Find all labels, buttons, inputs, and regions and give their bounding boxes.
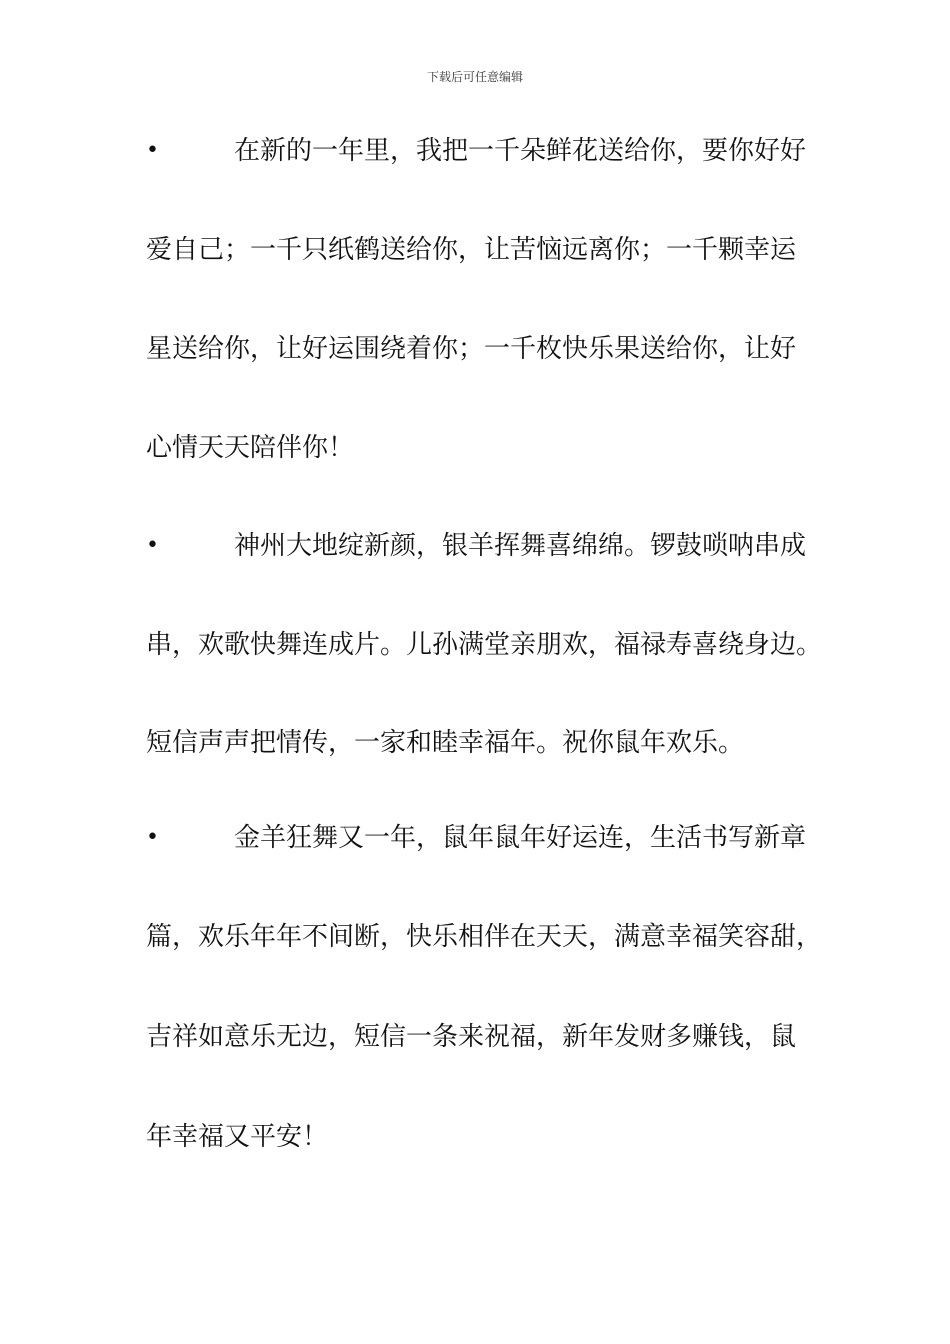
bullet-marker: • <box>146 533 159 558</box>
paragraph-1-line-1: 在新的一年里，我把一千朵鲜花送给你，要你好好 <box>234 136 807 166</box>
paragraph-2-line-2: 串，欢歌快舞连成片。儿孙满堂亲朋欢，福禄寿喜绕身边。 <box>146 630 823 660</box>
bullet-marker: • <box>146 138 159 163</box>
paragraph-3-line-3: 吉祥如意乐无边，短信一条来祝福，新年发财多赚钱，鼠 <box>146 1022 797 1052</box>
paragraph-3-line-2: 篇，欢乐年年不间断，快乐相伴在天天，满意幸福笑容甜， <box>146 922 823 952</box>
paragraph-3-line-1: 金羊狂舞又一年，鼠年鼠年好运连，生活书写新章 <box>234 823 807 853</box>
paragraph-1-line-4: 心情天天陪伴你！ <box>146 433 355 463</box>
paragraph-2-line-1: 神州大地绽新颜，银羊挥舞喜绵绵。锣鼓唢呐串成 <box>234 531 807 561</box>
paragraph-2-line-3: 短信声声把情传，一家和睦幸福年。祝你鼠年欢乐。 <box>146 728 745 758</box>
page-header-note: 下载后可任意编辑 <box>426 70 523 84</box>
bullet-marker: • <box>146 825 159 850</box>
paragraph-3-line-4: 年幸福又平安！ <box>146 1122 329 1152</box>
paragraph-1-line-3: 星送给你，让好运围绕着你；一千枚快乐果送给你，让好 <box>146 334 797 364</box>
paragraph-1-line-2: 爱自己；一千只纸鹤送给你，让苦恼远离你；一千颗幸运 <box>146 235 797 265</box>
